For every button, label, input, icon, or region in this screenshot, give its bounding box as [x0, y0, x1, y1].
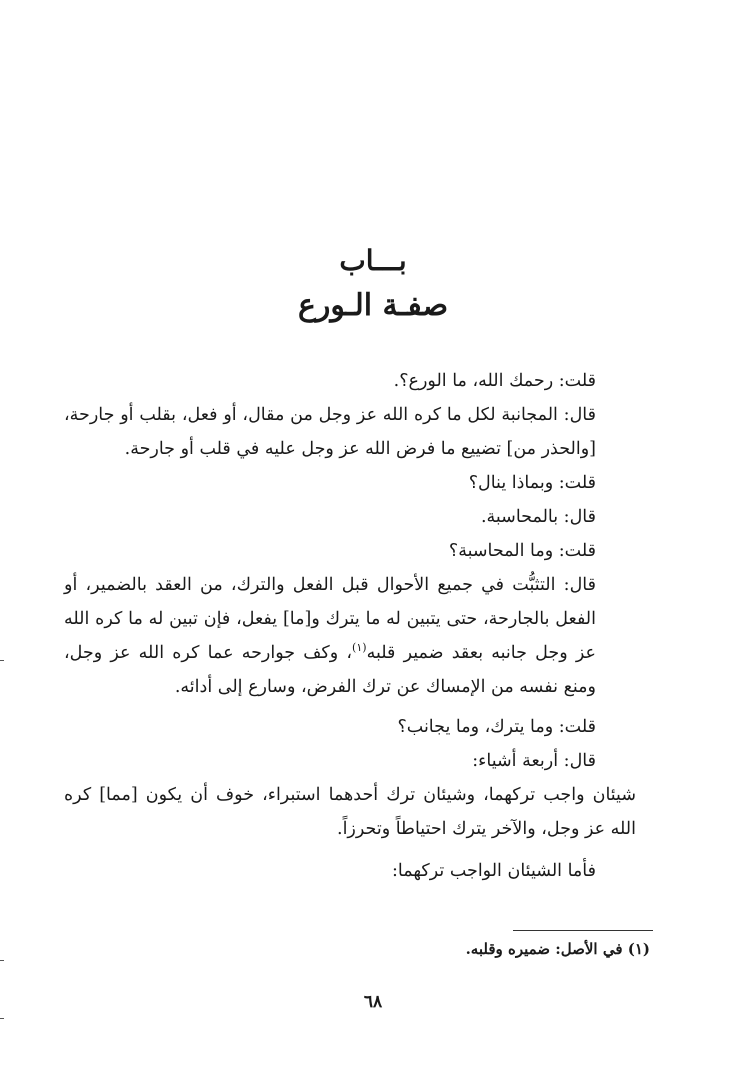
body-text-block-2 [64, 710, 636, 888]
body-text-block-1 [64, 364, 636, 704]
paragraph-question-3: قلت: وما المحاسبة؟ [448, 541, 596, 561]
paragraph-four-things: شيئان واجب تركهما، وشيئان ترك أحدهما استبراء، خوف أن يكون [مما] كره الله عز وجل، والآخر يترك احتياطاً وتحرزاً. [64, 785, 636, 839]
paragraph-question-1: قلت: رحمك الله، ما الورع؟. [393, 371, 596, 391]
footnote-separator [513, 930, 653, 931]
paragraph-answer-3-part-2: ، وكف جوارحه عما كره الله عز وجل، ومنع نفسه من الإمساك عن ترك الفرض، وسارع إلى أدائه. [64, 643, 596, 697]
paragraph-answer-3-part-1: قال: التثبُّت في جميع الأحوال قبل الفعل والترك، من العقد بالضمير، أو الفعل بالجارحة، حتى يتبين له ما يترك و[ما] يفعل، فإن تبين له ما كره الله عز وجل جانبه بعقد ضمير قلبه [64, 575, 596, 663]
paragraph-answer-4: قال: أربعة أشياء: [472, 751, 596, 771]
scan-edge-mark [0, 660, 4, 661]
scan-edge-mark [0, 960, 4, 961]
paragraph-two-obligatory: فأما الشيئان الواجب تركهما: [391, 861, 596, 881]
paragraph-answer-1: قال: المجانبة لكل ما كره الله عز وجل من مقال، أو فعل، بقلب أو جارحة، [والحذر من] تضييع ما فرض الله عز وجل عليه في قلب أو جارحة. [64, 405, 596, 459]
footnote: (١) في الأصل: ضميره وقلبه. [465, 940, 650, 958]
paragraph-answer-3 [64, 568, 636, 704]
page-number: ٦٨ [363, 992, 383, 1012]
paragraph-question-2: قلت: وبماذا ينال؟ [468, 473, 596, 493]
paragraph-answer-2: قال: بالمحاسبة. [480, 507, 596, 527]
footnote-reference: (١) [352, 641, 367, 655]
scan-edge-mark [0, 1018, 4, 1019]
chapter-label: بـــاب [339, 244, 407, 277]
paragraph-question-4: قلت: وما يترك، وما يجانب؟ [397, 717, 596, 737]
chapter-title: صفـة الـورع [297, 288, 449, 323]
